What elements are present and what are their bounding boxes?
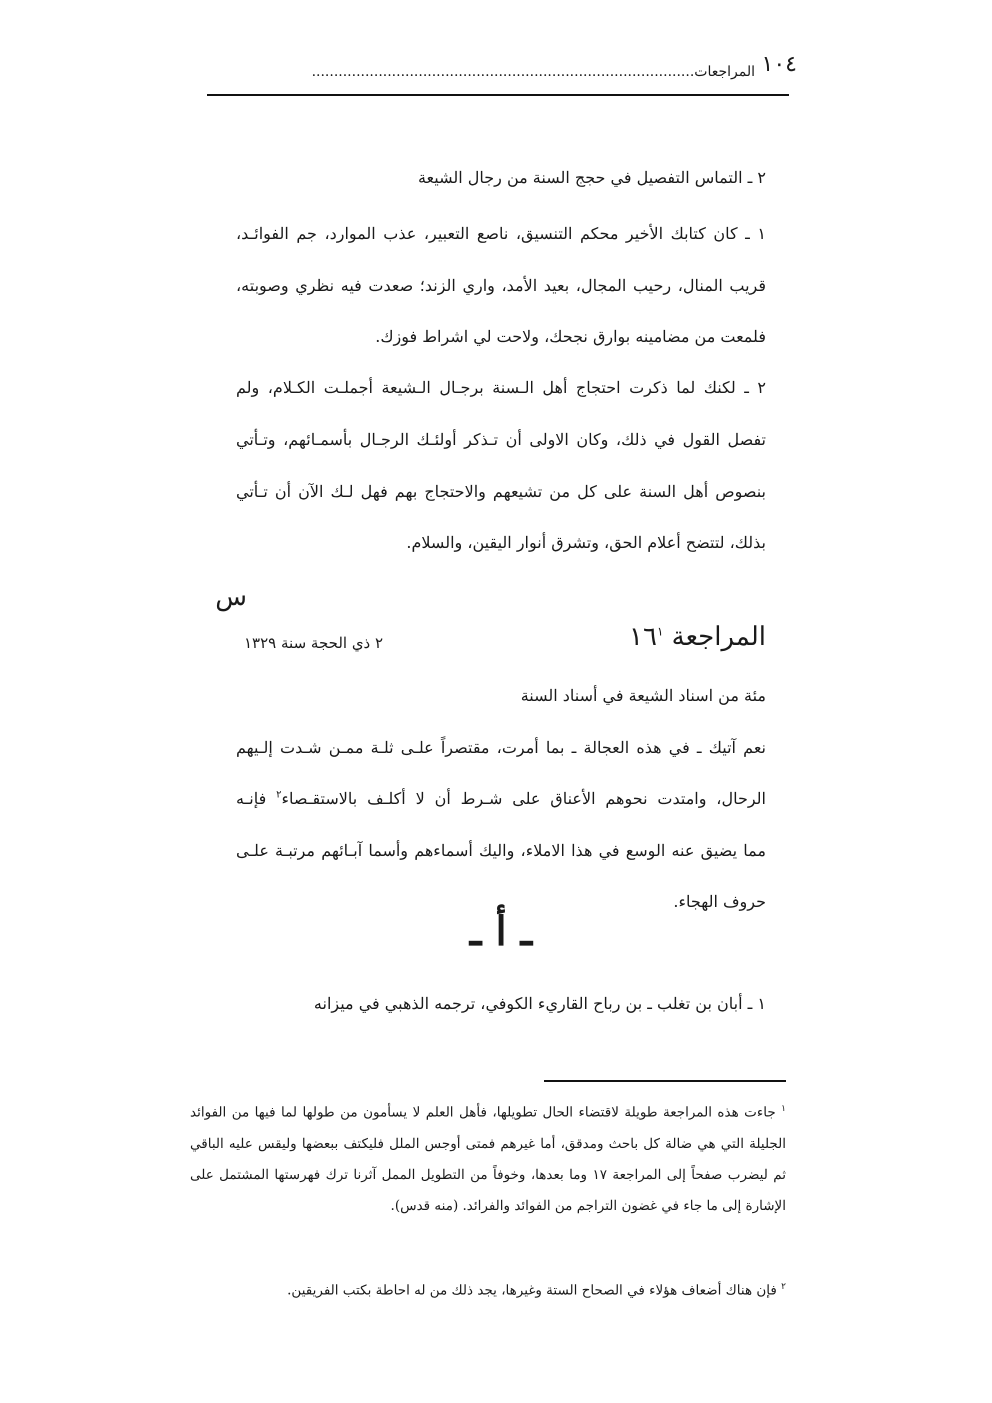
chapter-title bbox=[629, 622, 766, 652]
running-title-dots: ...................................................................................... bbox=[311, 64, 695, 80]
chapter-header bbox=[236, 622, 766, 662]
paragraph-line: ٢ ـ لكنك لما ذكرت احتجاج أهل الـسنة برجـال الـشيعة أجملـت الكـلام، ولم bbox=[236, 378, 766, 397]
entry-line: ١ ـ أبان بن تغلب ـ بن رباح القاريء الكوفي، ترجمه الذهبي في ميزانه bbox=[313, 994, 766, 1013]
paragraph-line-part: الرحال، وامتدت نحوهم الأعناق على شـرط أن لا أكلـف بالاستقـصاء bbox=[281, 789, 767, 808]
footnote bbox=[190, 1094, 786, 1222]
footnote-marker: ١ bbox=[656, 624, 664, 639]
paragraph-line: نعم آتيك ـ في هذه العجالة ـ بما أمرت، مقتصراً علـى ثلـة ممـن شـدت إلـيهم bbox=[236, 738, 766, 757]
footnote-marker: ٢ bbox=[781, 1282, 786, 1292]
paragraph-line-part: فإنـه bbox=[236, 789, 277, 808]
page-header bbox=[207, 52, 797, 96]
footnote bbox=[190, 1272, 786, 1307]
paragraph-line: قريب المنال، رحيب المجال، بعيد الأمد، واري الزند؛ صعدت فيه نظري وصوبته، bbox=[236, 276, 766, 295]
paragraph-line: بنصوص أهل السنة على كل من تشيعهم والاحتجاج بهم فهل لـك الآن أن تـأتي bbox=[236, 482, 766, 501]
paragraph-line-text bbox=[236, 789, 766, 808]
paragraph-line: حروف الهجاء. bbox=[673, 892, 766, 911]
chapter-subtitle: مئة من اسناد الشيعة في أسناد السنة bbox=[520, 686, 766, 705]
footnote-text: فإن هناك أضعاف هؤلاء في الصحاح الستة وغيرها، يجد ذلك من له احاطة بكتب الفريقين. bbox=[287, 1282, 777, 1299]
chapter-date: ٢ ذي الحجة سنة ١٣٢٩ bbox=[244, 634, 384, 652]
page-number: ١٠٤ bbox=[761, 52, 797, 77]
paragraph-line: بذلك، لتتضح أعلام الحق، وتشرق أنوار اليقين، والسلام. bbox=[406, 533, 766, 552]
paragraph-line: تفصل القول في ذلك، وكان الاولى أن تـذكر أولئـك الرجـال بأسمـائهم، وتـأتي bbox=[236, 430, 766, 449]
paragraph-line: مما يضيق عنه الوسع في هذا الاملاء، واليك أسماءهم وأسما آبـائهم مرتبـة علـى bbox=[236, 841, 766, 860]
running-title-text: المراجعات bbox=[694, 64, 755, 80]
section-heading: ٢ ـ التماس التفصيل في حجج السنة من رجال الشيعة bbox=[417, 168, 766, 187]
running-title bbox=[312, 64, 755, 80]
paragraph-line bbox=[236, 789, 766, 808]
alphabet-heading: ـ أ ـ bbox=[469, 908, 533, 955]
signature-letter: س bbox=[215, 582, 247, 612]
paragraph-line: فلمعت من مضامينه بوارق نجحك، ولاحت لي اشراط فوزك. bbox=[375, 327, 766, 346]
chapter-title-text: المراجعة ١٦ bbox=[629, 622, 766, 652]
footnote-marker: ٢ bbox=[276, 789, 282, 801]
footnote-text: جاءت هذه المراجعة طويلة لاقتضاء الحال تطويلها، فأهل العلم لا يسأمون من طولها لما فيها من الفوائد الجليلة التي هي ضالة كل باحث ومدقق، أما غيرهم فمتى أوجس الملل فليكتف ببعضها وليقس عليه الباقي ثم ليضرب صفحاً إلى المراجعة ١٧ وما بعدها، وخوفاً من التطويل الممل آثرنا ترك فهرستها المشتمل على الإشارة إلى ما جاء في غضون التراجم من الفوائد والفرائد. (منه قدس). bbox=[190, 1104, 786, 1214]
footnote-divider bbox=[544, 1080, 786, 1082]
footnote-marker: ١ bbox=[781, 1104, 786, 1114]
paragraph-line: ١ ـ كان كتابك الأخير محكم التنسيق، ناصع التعبير، عذب الموارد، جم الفوائـد، bbox=[236, 224, 766, 243]
